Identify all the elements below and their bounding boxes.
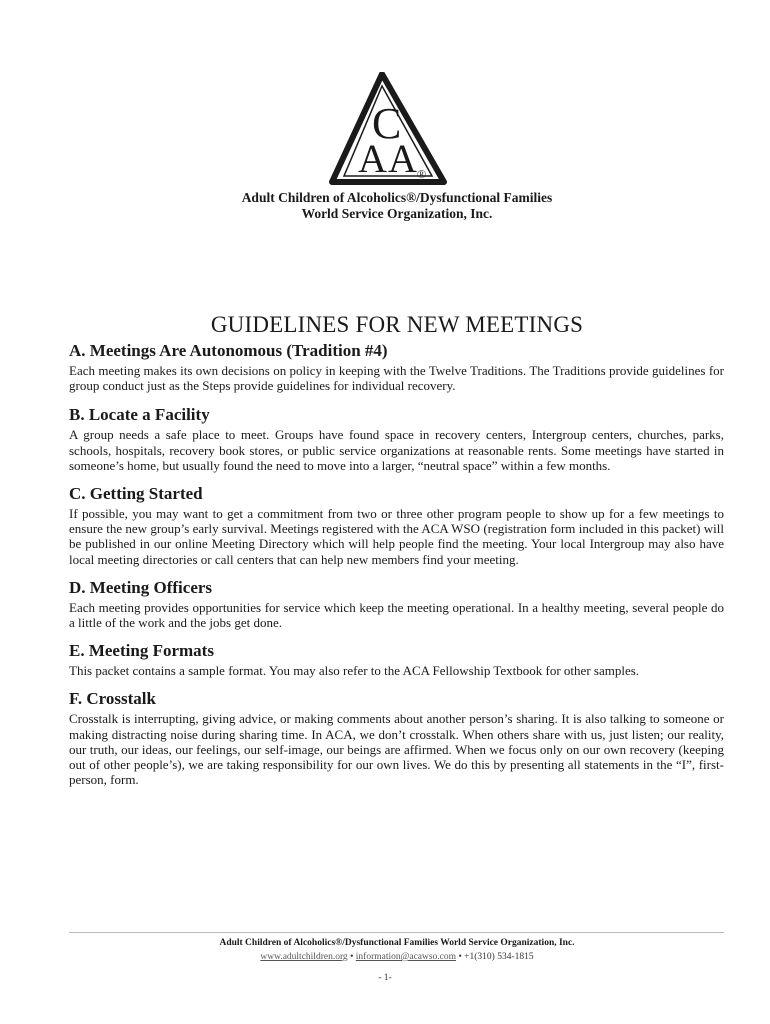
section-autonomous (69, 340, 724, 393)
logo-letter-a-left: A (358, 136, 387, 181)
section-meeting-officers (69, 577, 724, 630)
page-title: GUIDELINES FOR NEW MEETINGS (210, 312, 584, 338)
aca-logo (328, 72, 448, 188)
section-body: This packet contains a sample format. You may also refer to the ACA Fellowship Textbook for other samples. (69, 663, 640, 679)
section-body: Each meeting provides opportunities for service which keep the meeting operational. In a healthy meeting, several people do a little of the work and the jobs get done. (69, 599, 724, 631)
section-heading: C. Getting Started (69, 484, 203, 504)
footer-organization: Adult Children of Alcoholics®/Dysfunctional Families World Service Organization, Inc. (219, 938, 575, 948)
section-body: Crosstalk is interrupting, giving advice, or making comments about another person’s sharing. It is also talking to someone or making distracting noise during sharing time. In ACA, we don’t crosstalk. When others share with us, just listen; our reality, our truth, our ideas, our feelings, our self-image, our beings are affirmed. When we focus only on our own recovery (keeping out of other people’s), we are taking responsibility for our own lives. We do this by presenting all statements in the “I”, first-person, form. (69, 711, 724, 788)
page-number: - 1- (378, 973, 392, 983)
section-body: A group needs a safe place to meet. Groups have found space in recovery centers, Intergroup centers, churches, parks, schools, hospitals, recovery book stores, or public service organizations at reasonable rents. Some meetings have started in someone’s home, but usually found the need to move into a larger, “neutral space” within a few months. (69, 427, 724, 473)
guidelines-content (69, 340, 724, 797)
phone-number: +1(310) 534-1815 (464, 952, 534, 962)
website-link[interactable]: www.adultchildren.org (260, 952, 348, 962)
email-link[interactable]: information@acawso.com (355, 952, 457, 962)
section-heading: D. Meeting Officers (69, 577, 213, 597)
section-crosstalk (69, 688, 724, 787)
section-heading: A. Meetings Are Autonomous (Tradition #4) (69, 341, 388, 360)
section-heading: F. Crosstalk (69, 689, 156, 709)
section-meeting-formats (69, 640, 724, 678)
section-locate-facility (69, 404, 724, 473)
org-line-1: Adult Children of Alcoholics®/Dysfunctional Families (241, 190, 553, 205)
section-heading: B. Locate a Facility (69, 405, 210, 425)
registered-mark: ® (417, 167, 427, 181)
section-body: If possible, you may want to get a commitment from two or three other program people to show up for a few meetings to ensure the new group’s early survival. Meetings registered with the ACA WSO (registration form included in this packet) will be published in our online Meeting Directory which will help people find the meeting. Your local Intergroup may also have local meeting directories or call centers that can help new members find your meeting. (69, 506, 724, 567)
footer-separator: • (458, 952, 462, 962)
footer-divider (69, 932, 724, 933)
footer-contact (0, 951, 770, 963)
logo-letter-a-right: A (388, 136, 417, 181)
section-heading: E. Meeting Formats (69, 641, 214, 661)
organization-header (0, 190, 770, 222)
section-getting-started (69, 483, 724, 567)
footer-separator: • (350, 952, 354, 962)
section-body: Each meeting makes its own decisions on policy in keeping with the Twelve Traditions. The Traditions provide guidelines for group conduct just as the Steps provide guidelines for individual recovery. (69, 363, 724, 394)
org-line-2: World Service Organization, Inc. (301, 206, 493, 221)
logo-letter-c: C (372, 99, 402, 148)
